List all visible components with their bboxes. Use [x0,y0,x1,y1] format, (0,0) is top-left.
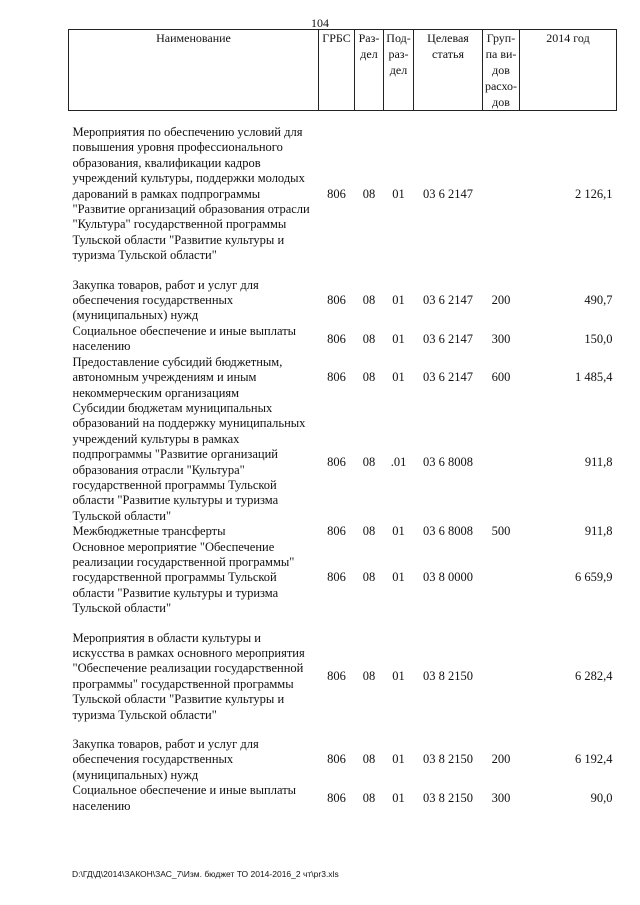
row-sum: 2 126,1 [575,186,613,201]
row-name: Мероприятия в области культуры и искусства в рамках основного мероприятия "Обеспечение реализации государственной программы" государственной программы Тульской области "Развитие культуры и туризма Тульской области" [72,630,305,722]
row-vid: 200 [491,293,511,308]
header-razdel: Раз-дел [355,30,384,111]
row-celevaya: 03 8 2150 [423,790,473,805]
row-vid: 200 [491,752,511,767]
header-celevaya: Целевая статья [414,30,483,111]
row-celevaya: 03 6 2147 [423,186,473,201]
row-name: Основное мероприятие "Обеспечение реализации государственной программы" государственной программы Тульской области "Развитие культуры и туризма Тульской области" [72,539,295,616]
row-name: Мероприятия по обеспечению условий для повышения уровня профессионального образования, квалификации кадров учреждений культуры, поддержки молодых дарований в рамках подпрограммы "Развитие организаций образования отрасли "Культура" государственной программы Тульской области "Развитие культуры и туризма Тульской области" [72,125,310,263]
row-vid: 600 [491,370,511,385]
row-sum: 490,7 [584,293,613,308]
row-sum: 90,0 [590,790,613,805]
table-row [69,737,617,783]
row-celevaya: 03 6 2147 [423,293,473,308]
table-row [69,524,617,539]
row-podrazdel: 01 [392,331,405,346]
table-row [69,355,617,401]
row-name: Субсидии бюджетам муниципальных образований на поддержку муниципальных учреждений культуры в рамках подпрограммы "Развитие организаций образования отрасли "Культура" государственной программы Тульской области "Развитие культуры и туризма Тульской области" [72,400,306,523]
row-celevaya: 03 8 2150 [423,669,473,684]
row-sum: 1 485,4 [575,370,613,385]
table-row [69,324,617,355]
row-grbs: 806 [327,331,346,346]
row-vid [483,125,520,264]
row-razdel: 08 [362,454,376,469]
row-celevaya: 03 6 8008 [423,454,473,469]
row-name: Предоставление субсидий бюджетным, автономным учреждениям и иным некоммерческим организациям [72,354,283,400]
header-name: Наименование [69,30,319,111]
row-podrazdel: 01 [392,370,405,385]
row-sum: 911,8 [584,454,613,469]
row-name: Закупка товаров, работ и услуг для обеспечения государственных (муниципальных) нужд [72,277,259,323]
row-vid: 300 [491,331,511,346]
row-sum: 150,0 [584,331,613,346]
row-grbs: 806 [327,752,346,767]
header-gruppa: Груп-па ви-дов расхо-дов [483,30,520,111]
row-grbs: 806 [327,293,346,308]
row-name: Социальное обеспечение и иные выплаты населению [72,323,297,354]
row-vid [483,631,520,723]
row-podrazdel: 01 [392,186,405,201]
row-razdel: 08 [362,570,376,585]
row-sum: 911,8 [584,524,613,539]
row-sum: 6 659,9 [575,570,613,585]
row-vid [483,540,520,617]
table-header-row [69,30,617,111]
row-celevaya: 03 8 0000 [423,570,473,585]
row-grbs: 806 [327,524,346,539]
row-sum: 6 282,4 [575,669,613,684]
table-row [69,278,617,324]
row-vid: 500 [491,524,511,539]
row-grbs: 806 [327,370,346,385]
row-razdel: 08 [362,752,376,767]
row-razdel: 08 [362,186,376,201]
row-razdel: 08 [362,669,376,684]
row-podrazdel: 01 [392,570,405,585]
row-vid [483,401,520,524]
row-podrazdel: .01 [390,454,407,469]
row-grbs: 806 [327,570,346,585]
row-celevaya: 03 8 2150 [423,752,473,767]
row-celevaya: 03 6 2147 [423,331,473,346]
header-grbs: ГРБС [319,30,355,111]
row-podrazdel: 01 [392,669,405,684]
row-vid: 300 [491,790,511,805]
row-podrazdel: 01 [392,790,405,805]
file-path-footer: D:\ГД\Д\2014\ЗАКОН\ЗАС_7\Изм. бюджет ТО 2014-2016_2 чт\pr3.xls [72,869,339,879]
row-name: Межбюджетные трансферты [72,524,226,539]
header-year: 2014 год [520,30,617,111]
row-celevaya: 03 6 2147 [423,370,473,385]
row-razdel: 08 [362,370,376,385]
row-razdel: 08 [362,331,376,346]
row-sum: 6 192,4 [575,752,613,767]
row-razdel: 08 [362,293,376,308]
row-name: Закупка товаров, работ и услуг для обеспечения государственных (муниципальных) нужд [72,737,259,782]
row-celevaya: 03 6 8008 [423,524,473,539]
page-number: 104 [311,16,329,30]
table-row [69,125,617,264]
table-row [69,783,617,814]
table-row [69,401,617,524]
table-row [69,631,617,723]
budget-table [68,29,617,814]
row-grbs: 806 [327,669,346,684]
row-name: Социальное обеспечение и иные выплаты населению [72,783,297,813]
table-row [69,540,617,617]
row-podrazdel: 01 [392,293,405,308]
row-podrazdel: 01 [392,524,405,539]
row-grbs: 806 [327,454,346,469]
row-podrazdel: 01 [392,752,405,767]
row-razdel: 08 [362,790,376,805]
header-podrazdel: Под-раз-дел [384,30,414,111]
row-grbs: 806 [327,790,346,805]
row-razdel: 08 [362,524,376,539]
row-grbs: 806 [327,186,346,201]
